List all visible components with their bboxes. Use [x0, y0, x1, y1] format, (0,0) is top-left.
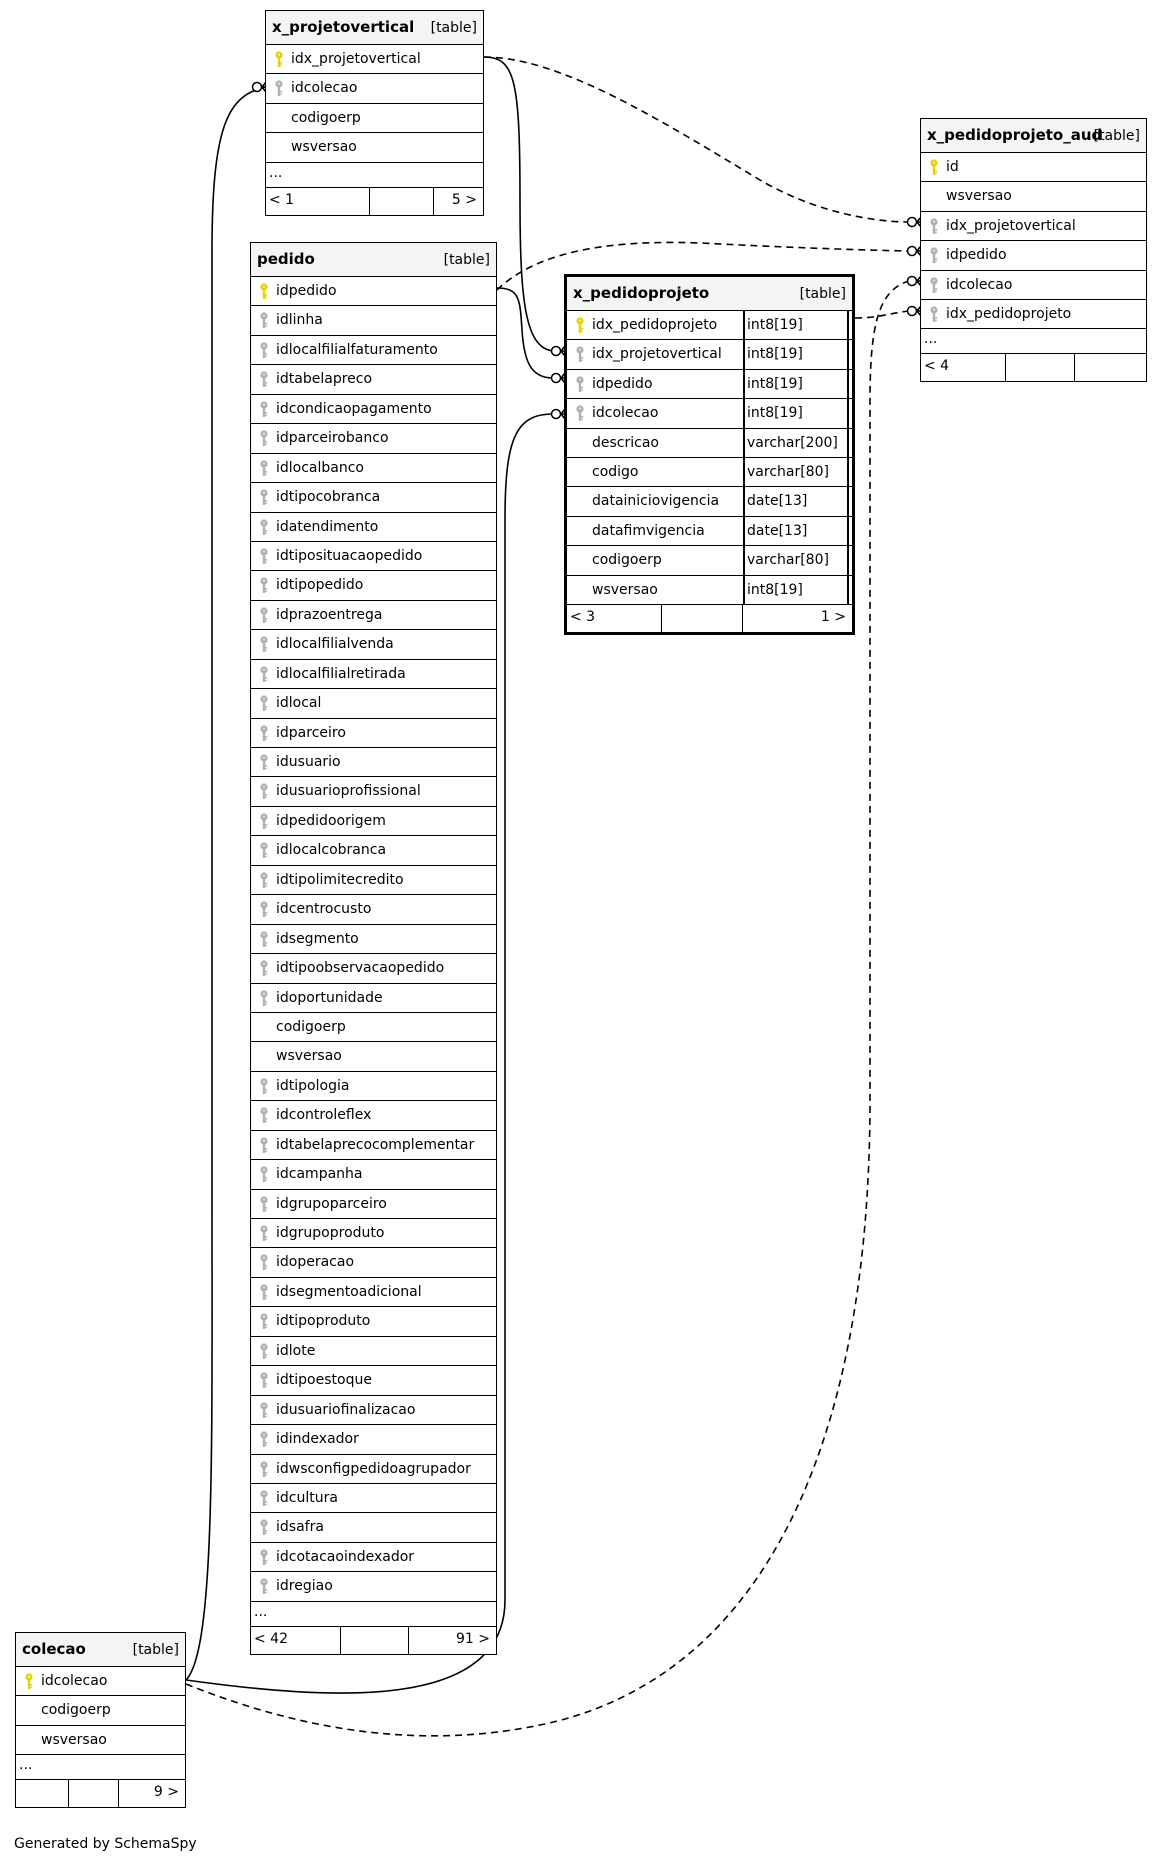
column-type: int8[19]	[747, 581, 803, 598]
foreign-key-icon	[259, 460, 269, 477]
column-row[interactable]	[921, 212, 1146, 241]
column-divider	[743, 576, 745, 604]
table-type-label: [table]	[799, 286, 846, 302]
primary-key-icon	[24, 1673, 34, 1690]
column-name[interactable]: idlote	[276, 1342, 316, 1359]
column-row[interactable]	[251, 984, 496, 1013]
foreign-key-icon	[259, 577, 269, 594]
column-type: date[13]	[747, 522, 808, 539]
column-name[interactable]: idtipoestoque	[276, 1372, 372, 1389]
foreign-key-icon	[259, 960, 269, 977]
column-row[interactable]	[251, 630, 496, 659]
column-row[interactable]	[251, 1572, 496, 1601]
column-row[interactable]	[251, 395, 496, 424]
column-row[interactable]	[251, 836, 496, 865]
column-divider	[743, 487, 745, 515]
column-row[interactable]	[251, 895, 496, 924]
column-row[interactable]	[251, 365, 496, 394]
column-row[interactable]	[251, 454, 496, 483]
column-type: varchar[80]	[747, 552, 829, 569]
column-row[interactable]	[251, 1131, 496, 1160]
foreign-key-icon	[259, 1343, 269, 1360]
column-name[interactable]: idwsconfigpedidoagrupador	[276, 1460, 471, 1477]
column-name[interactable]: idusuarioprofissional	[276, 783, 421, 800]
column-name[interactable]: idx_projetovertical	[946, 217, 1076, 234]
line-pedido-to-pedidoprojeto	[497, 288, 553, 378]
column-row[interactable]	[251, 306, 496, 335]
column-row[interactable]	[251, 513, 496, 542]
parents-count[interactable]: 91 >	[456, 1630, 490, 1647]
column-name[interactable]: idregiao	[276, 1578, 333, 1595]
relationship-counts-footer	[16, 1780, 185, 1807]
column-divider	[847, 340, 849, 368]
column-name[interactable]: idtipoproduto	[276, 1313, 371, 1330]
column-row[interactable]	[251, 601, 496, 630]
column-divider	[847, 399, 849, 427]
more-columns-label: ...	[269, 164, 283, 181]
column-name[interactable]: idcotacaoindexador	[276, 1548, 415, 1565]
column-row[interactable]	[251, 1190, 496, 1219]
column-row[interactable]	[251, 660, 496, 689]
foreign-key-icon	[259, 1284, 269, 1301]
table-header[interactable]	[921, 119, 1146, 153]
foreign-key-icon	[259, 1196, 269, 1213]
foreign-key-icon	[259, 1254, 269, 1271]
column-divider	[743, 311, 745, 339]
column-name[interactable]: idpedidoorigem	[276, 812, 386, 829]
column-name[interactable]: wsversao	[946, 188, 1012, 205]
column-name[interactable]: idpedido	[946, 247, 1007, 264]
foreign-key-icon	[259, 695, 269, 712]
column-name[interactable]: idparceiro	[276, 724, 346, 741]
foreign-key-icon	[259, 931, 269, 948]
primary-key-icon	[575, 317, 585, 334]
column-name[interactable]: idcondicaopagamento	[276, 400, 432, 417]
column-name[interactable]: idprazoentrega	[276, 606, 383, 623]
foreign-key-icon	[259, 1461, 269, 1478]
column-row[interactable]	[251, 424, 496, 453]
column-row[interactable]	[251, 277, 496, 306]
footer-cell	[69, 1780, 119, 1807]
children-count[interactable]: < 1	[269, 191, 295, 208]
column-name[interactable]: idx_pedidoprojeto	[946, 305, 1072, 322]
column-name[interactable]: id	[946, 159, 959, 175]
column-row[interactable]	[251, 1307, 496, 1336]
column-row[interactable]	[251, 1101, 496, 1130]
foreign-key-icon	[259, 813, 269, 830]
children-count[interactable]: < 42	[254, 1630, 288, 1647]
foreign-key-icon	[259, 725, 269, 742]
more-columns-label: ...	[254, 1603, 268, 1620]
column-name[interactable]: codigoerp	[41, 1702, 111, 1719]
column-divider	[847, 487, 849, 515]
column-row[interactable]	[251, 483, 496, 512]
foreign-key-icon	[259, 1372, 269, 1389]
foreign-key-icon	[259, 1225, 269, 1242]
table-type-label: [table]	[1093, 128, 1140, 144]
more-columns-row[interactable]	[921, 329, 1146, 354]
column-row[interactable]	[567, 576, 852, 605]
column-name[interactable]: idcolecao	[291, 80, 358, 97]
crowfoot-marker	[253, 82, 267, 92]
column-row[interactable]	[567, 487, 852, 516]
foreign-key-icon	[575, 405, 585, 422]
column-name[interactable]: descricao	[592, 434, 659, 451]
table-x-pedidoprojeto[interactable]	[564, 274, 855, 635]
column-row[interactable]	[921, 182, 1146, 211]
foreign-key-icon	[259, 901, 269, 918]
column-divider	[743, 340, 745, 368]
column-divider	[743, 370, 745, 398]
column-row[interactable]	[251, 689, 496, 718]
column-name[interactable]: idparceirobanco	[276, 430, 389, 447]
generated-by-credit: Generated by SchemaSpy	[14, 1836, 197, 1852]
column-name[interactable]: wsversao	[276, 1048, 342, 1065]
column-name[interactable]: idtipoobservacaopedido	[276, 960, 445, 977]
column-row[interactable]	[567, 458, 852, 487]
children-count[interactable]: < 3	[570, 608, 596, 625]
foreign-key-icon	[259, 1549, 269, 1566]
column-row[interactable]	[251, 1484, 496, 1513]
foreign-key-icon	[575, 346, 585, 363]
column-name[interactable]: idcolecao	[41, 1673, 108, 1689]
column-name[interactable]: idsegmento	[276, 930, 359, 947]
column-divider	[847, 576, 849, 604]
column-row[interactable]	[251, 1248, 496, 1277]
foreign-key-icon	[259, 342, 269, 359]
footer-cell	[16, 1780, 69, 1807]
column-divider	[743, 546, 745, 574]
foreign-key-icon	[259, 607, 269, 624]
foreign-key-icon	[259, 1107, 269, 1124]
column-name[interactable]: idcontroleflex	[276, 1107, 372, 1124]
column-row[interactable]	[921, 153, 1146, 182]
children-count[interactable]: < 4	[924, 358, 950, 375]
column-divider	[847, 311, 849, 339]
column-name[interactable]: idx_projetovertical	[291, 51, 421, 67]
column-row[interactable]	[251, 1455, 496, 1484]
more-columns-row[interactable]	[266, 163, 483, 188]
column-divider	[743, 458, 745, 486]
table-header[interactable]	[251, 243, 496, 277]
foreign-key-icon	[259, 1402, 269, 1419]
foreign-key-icon	[259, 548, 269, 565]
primary-key-icon	[259, 283, 269, 300]
column-name[interactable]: wsversao	[291, 139, 357, 156]
foreign-key-icon	[274, 80, 284, 97]
primary-key-icon	[929, 159, 939, 176]
column-divider	[743, 429, 745, 457]
column-row[interactable]	[251, 571, 496, 600]
table-type-label: [table]	[443, 252, 490, 268]
column-divider	[847, 429, 849, 457]
footer-cell	[1006, 354, 1075, 381]
foreign-key-icon	[259, 430, 269, 447]
table-type-label: [table]	[430, 20, 477, 36]
column-divider	[847, 458, 849, 486]
column-row[interactable]	[251, 954, 496, 983]
column-name[interactable]: datafimvigencia	[592, 522, 705, 539]
crowfoot-marker	[908, 246, 922, 256]
column-row[interactable]	[921, 271, 1146, 300]
table-name[interactable]: colecao	[22, 1640, 86, 1658]
column-name[interactable]: codigoerp	[592, 552, 662, 569]
crowfoot-marker	[908, 276, 922, 286]
column-name[interactable]: idoperacao	[276, 1254, 355, 1271]
column-name[interactable]: idusuario	[276, 754, 341, 770]
column-name[interactable]: idgrupoproduto	[276, 1225, 385, 1241]
column-row[interactable]	[16, 1726, 185, 1755]
column-name[interactable]: codigoerp	[291, 109, 361, 126]
column-row[interactable]	[567, 399, 852, 428]
foreign-key-icon	[929, 218, 939, 235]
column-name[interactable]: idlocalfilialfaturamento	[276, 341, 438, 358]
column-name[interactable]: idlocal	[276, 695, 322, 712]
more-columns-row[interactable]	[251, 1602, 496, 1627]
column-row[interactable]	[921, 241, 1146, 270]
column-row[interactable]	[266, 74, 483, 103]
column-divider	[847, 546, 849, 574]
primary-key-icon	[274, 51, 284, 68]
column-type: date[13]	[747, 493, 808, 510]
column-name[interactable]: idtipologia	[276, 1077, 350, 1094]
column-name[interactable]: wsversao	[592, 581, 658, 598]
crowfoot-marker	[552, 346, 566, 356]
column-row[interactable]	[251, 807, 496, 836]
column-type: int8[19]	[747, 375, 803, 392]
footer-cell	[662, 605, 743, 632]
column-row[interactable]	[251, 1366, 496, 1395]
table-name[interactable]: x_projetovertical	[272, 18, 415, 36]
column-name[interactable]: idtabelapreco	[276, 371, 373, 388]
column-name[interactable]: idtipolimitecredito	[276, 871, 404, 888]
footer-cell	[341, 1627, 409, 1654]
column-row[interactable]	[251, 336, 496, 365]
column-row[interactable]	[251, 866, 496, 895]
column-row[interactable]	[251, 1543, 496, 1572]
foreign-key-icon	[259, 312, 269, 329]
column-row[interactable]	[266, 104, 483, 133]
foreign-key-icon	[929, 277, 939, 294]
column-name[interactable]: idcultura	[276, 1489, 338, 1506]
column-name[interactable]: codigoerp	[276, 1018, 346, 1035]
table-x-pedidoprojeto-aud[interactable]	[920, 118, 1147, 382]
column-row[interactable]	[567, 546, 852, 575]
column-name[interactable]: idoportunidade	[276, 989, 383, 1006]
parents-count[interactable]: 5 >	[451, 191, 477, 208]
table-name[interactable]: x_pedidoprojeto	[573, 284, 710, 302]
column-divider	[743, 399, 745, 427]
column-row[interactable]	[266, 45, 483, 74]
column-row[interactable]	[251, 1013, 496, 1042]
foreign-key-icon	[575, 376, 585, 393]
column-row[interactable]	[251, 1072, 496, 1101]
relationship-counts-footer	[921, 354, 1146, 381]
table-x-projetovertical[interactable]	[265, 10, 484, 216]
column-name[interactable]: idlocalcobranca	[276, 842, 387, 859]
foreign-key-icon	[259, 1578, 269, 1595]
column-name[interactable]: idsafra	[276, 1519, 324, 1536]
column-name[interactable]: idtabelaprecocomplementar	[276, 1136, 475, 1153]
crowfoot-marker	[908, 306, 922, 316]
table-header[interactable]	[567, 277, 852, 311]
column-row[interactable]	[567, 370, 852, 399]
column-name[interactable]: idindexador	[276, 1431, 359, 1448]
column-name[interactable]: idgrupoparceiro	[276, 1195, 387, 1212]
relationship-counts-footer	[251, 1627, 496, 1654]
column-row[interactable]	[251, 1513, 496, 1542]
column-row[interactable]	[567, 517, 852, 546]
foreign-key-icon	[259, 1519, 269, 1536]
parents-count[interactable]: 1 >	[820, 608, 846, 625]
foreign-key-icon	[259, 754, 269, 771]
column-name[interactable]: idusuariofinalizacao	[276, 1401, 416, 1418]
table-header[interactable]	[16, 1633, 185, 1667]
column-type: varchar[200]	[747, 434, 838, 451]
foreign-key-icon	[259, 666, 269, 683]
table-type-label: [table]	[132, 1642, 179, 1658]
column-name[interactable]: idsegmentoadicional	[276, 1283, 422, 1300]
column-name[interactable]: idatendimento	[276, 518, 379, 535]
column-row[interactable]	[16, 1667, 185, 1696]
column-name[interactable]: datainiciovigencia	[592, 493, 720, 510]
column-row[interactable]	[251, 542, 496, 571]
foreign-key-icon	[259, 1078, 269, 1095]
parents-count[interactable]: 9 >	[153, 1784, 179, 1801]
column-name[interactable]: idtipopedido	[276, 577, 364, 594]
column-name[interactable]: idx_projetovertical	[592, 346, 722, 363]
column-name[interactable]: codigo	[592, 463, 639, 480]
table-header[interactable]	[266, 11, 483, 45]
column-row[interactable]	[567, 311, 852, 340]
crowfoot-marker	[552, 409, 566, 419]
relationship-counts-footer	[567, 605, 852, 632]
table-pedido[interactable]	[250, 242, 497, 1655]
line-pedidoprojeto-to-aud	[855, 311, 909, 318]
foreign-key-icon	[259, 842, 269, 859]
column-row[interactable]	[251, 1337, 496, 1366]
more-columns-label: ...	[19, 1757, 33, 1774]
column-type: varchar[80]	[747, 463, 829, 480]
column-row[interactable]	[251, 777, 496, 806]
column-name[interactable]: idlocalfilialretirada	[276, 665, 406, 682]
foreign-key-icon	[929, 247, 939, 264]
foreign-key-icon	[259, 1431, 269, 1448]
crowfoot-marker	[552, 373, 566, 383]
table-colecao[interactable]	[15, 1632, 186, 1808]
column-row[interactable]	[266, 133, 483, 162]
column-row[interactable]	[567, 340, 852, 369]
column-name[interactable]: idpedido	[592, 375, 653, 392]
more-columns-label: ...	[924, 331, 938, 348]
foreign-key-icon	[259, 1490, 269, 1507]
column-name[interactable]: idpedido	[276, 283, 337, 299]
column-name[interactable]: idcolecao	[592, 405, 659, 422]
column-row[interactable]	[251, 748, 496, 777]
column-type: int8[19]	[747, 405, 803, 422]
foreign-key-icon	[259, 1137, 269, 1154]
column-name[interactable]: idtipocobranca	[276, 489, 381, 506]
column-row[interactable]	[921, 300, 1146, 329]
column-divider	[743, 517, 745, 545]
column-name[interactable]: wsversao	[41, 1731, 107, 1748]
column-row[interactable]	[251, 1219, 496, 1248]
foreign-key-icon	[259, 783, 269, 800]
column-type: int8[19]	[747, 317, 803, 333]
footer-cell	[370, 188, 434, 215]
crowfoot-marker	[908, 217, 922, 227]
column-type: int8[19]	[747, 346, 803, 363]
column-row[interactable]	[251, 1425, 496, 1454]
foreign-key-icon	[259, 371, 269, 388]
foreign-key-icon	[259, 519, 269, 536]
column-name[interactable]: idlinha	[276, 312, 323, 329]
foreign-key-icon	[259, 636, 269, 653]
column-divider	[847, 517, 849, 545]
foreign-key-icon	[259, 401, 269, 418]
column-name[interactable]: idlocalbanco	[276, 459, 364, 476]
foreign-key-icon	[929, 306, 939, 323]
column-name[interactable]: idcentrocusto	[276, 901, 372, 918]
table-name[interactable]: x_pedidoprojeto_aud	[927, 126, 1103, 144]
column-row[interactable]	[251, 1278, 496, 1307]
line-projetovertical-to-aud	[484, 57, 909, 222]
column-row[interactable]	[251, 1396, 496, 1425]
column-row[interactable]	[251, 719, 496, 748]
column-row[interactable]	[251, 925, 496, 954]
foreign-key-icon	[259, 872, 269, 889]
column-name[interactable]: idlocalfilialvenda	[276, 636, 394, 653]
foreign-key-icon	[259, 1166, 269, 1183]
table-name[interactable]: pedido	[257, 250, 315, 268]
column-row[interactable]	[251, 1042, 496, 1071]
column-name[interactable]: idcolecao	[946, 276, 1013, 293]
more-columns-row[interactable]	[16, 1755, 185, 1780]
column-divider	[847, 370, 849, 398]
column-row[interactable]	[251, 1160, 496, 1189]
column-row[interactable]	[567, 429, 852, 458]
foreign-key-icon	[259, 1313, 269, 1330]
foreign-key-icon	[259, 990, 269, 1007]
column-name[interactable]: idtiposituacaopedido	[276, 547, 423, 564]
column-row[interactable]	[16, 1696, 185, 1725]
relationship-counts-footer	[266, 188, 483, 215]
column-name[interactable]: idcampanha	[276, 1166, 363, 1183]
foreign-key-icon	[259, 489, 269, 506]
column-name[interactable]: idx_pedidoprojeto	[592, 317, 718, 333]
